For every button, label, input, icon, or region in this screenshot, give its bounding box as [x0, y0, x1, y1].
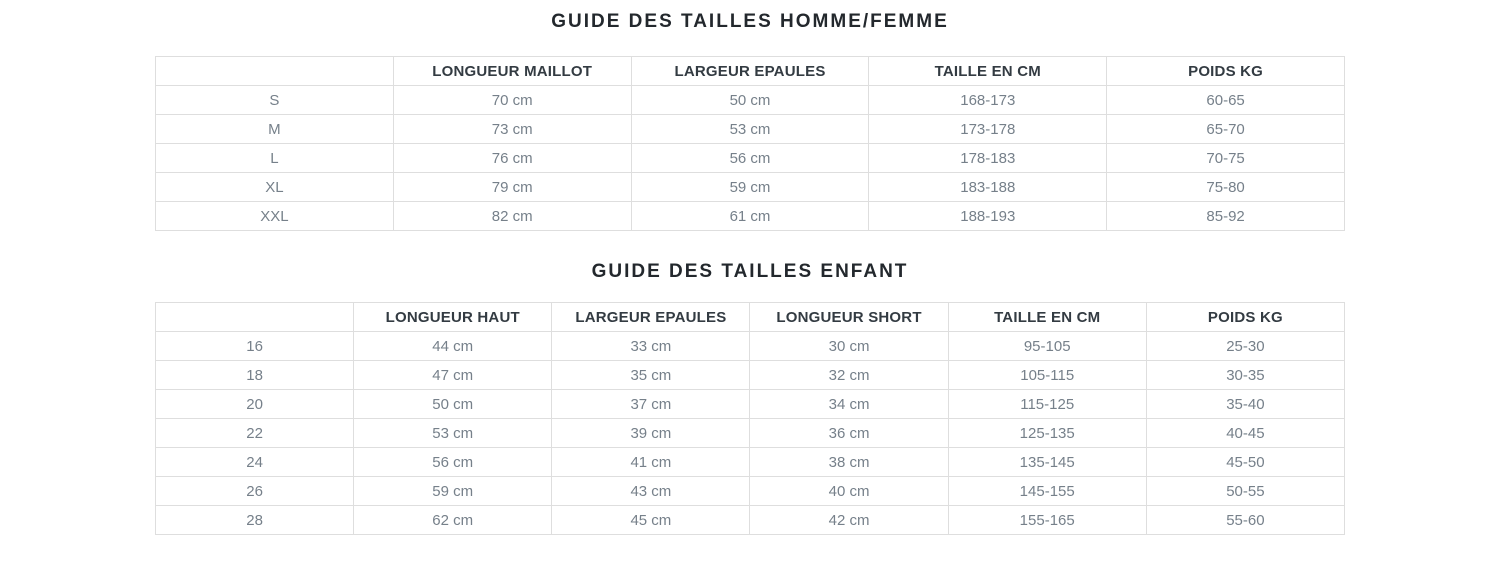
homme-femme-size-table: [155, 56, 1345, 231]
value-cell: 125-135: [948, 419, 1146, 448]
homme-femme-section: [0, 0, 1500, 231]
size-column-header: [156, 303, 354, 332]
value-cell: 56 cm: [631, 144, 869, 173]
size-label-cell: S: [156, 86, 394, 115]
value-cell: 30 cm: [750, 332, 948, 361]
column-header: LARGEUR EPAULES: [631, 57, 869, 86]
value-cell: 40 cm: [750, 477, 948, 506]
table-row: [156, 506, 1345, 535]
table-row: [156, 173, 1345, 202]
value-cell: 43 cm: [552, 477, 750, 506]
value-cell: 183-188: [869, 173, 1107, 202]
column-header: TAILLE EN CM: [948, 303, 1146, 332]
column-header: TAILLE EN CM: [869, 57, 1107, 86]
value-cell: 50-55: [1146, 477, 1344, 506]
value-cell: 32 cm: [750, 361, 948, 390]
value-cell: 44 cm: [354, 332, 552, 361]
value-cell: 178-183: [869, 144, 1107, 173]
header-row: [156, 57, 1345, 86]
table-row: [156, 448, 1345, 477]
value-cell: 41 cm: [552, 448, 750, 477]
value-cell: 42 cm: [750, 506, 948, 535]
value-cell: 50 cm: [354, 390, 552, 419]
value-cell: 82 cm: [393, 202, 631, 231]
value-cell: 59 cm: [631, 173, 869, 202]
enfant-section: [0, 231, 1500, 535]
table-row: [156, 419, 1345, 448]
table-row: [156, 86, 1345, 115]
value-cell: 40-45: [1146, 419, 1344, 448]
value-cell: 36 cm: [750, 419, 948, 448]
value-cell: 135-145: [948, 448, 1146, 477]
size-label-cell: 16: [156, 332, 354, 361]
value-cell: 73 cm: [393, 115, 631, 144]
value-cell: 35 cm: [552, 361, 750, 390]
value-cell: 45-50: [1146, 448, 1344, 477]
value-cell: 145-155: [948, 477, 1146, 506]
value-cell: 62 cm: [354, 506, 552, 535]
value-cell: 85-92: [1107, 202, 1345, 231]
column-header: POIDS KG: [1146, 303, 1344, 332]
value-cell: 38 cm: [750, 448, 948, 477]
value-cell: 45 cm: [552, 506, 750, 535]
value-cell: 70 cm: [393, 86, 631, 115]
column-header: POIDS KG: [1107, 57, 1345, 86]
column-header: LONGUEUR SHORT: [750, 303, 948, 332]
table-row: [156, 477, 1345, 506]
value-cell: 65-70: [1107, 115, 1345, 144]
column-header: LARGEUR EPAULES: [552, 303, 750, 332]
value-cell: 76 cm: [393, 144, 631, 173]
size-label-cell: XXL: [156, 202, 394, 231]
header-row: [156, 303, 1345, 332]
size-label-cell: M: [156, 115, 394, 144]
size-label-cell: 24: [156, 448, 354, 477]
value-cell: 79 cm: [393, 173, 631, 202]
value-cell: 75-80: [1107, 173, 1345, 202]
table-row: [156, 332, 1345, 361]
value-cell: 173-178: [869, 115, 1107, 144]
value-cell: 155-165: [948, 506, 1146, 535]
value-cell: 47 cm: [354, 361, 552, 390]
size-label-cell: 22: [156, 419, 354, 448]
value-cell: 115-125: [948, 390, 1146, 419]
size-label-cell: 20: [156, 390, 354, 419]
size-label-cell: 26: [156, 477, 354, 506]
enfant-title: GUIDE DES TAILLES ENFANT: [591, 261, 909, 282]
value-cell: 39 cm: [552, 419, 750, 448]
value-cell: 61 cm: [631, 202, 869, 231]
size-label-cell: XL: [156, 173, 394, 202]
table-row: [156, 202, 1345, 231]
value-cell: 60-65: [1107, 86, 1345, 115]
value-cell: 70-75: [1107, 144, 1345, 173]
size-column-header: [156, 57, 394, 86]
value-cell: 105-115: [948, 361, 1146, 390]
value-cell: 53 cm: [631, 115, 869, 144]
size-label-cell: 18: [156, 361, 354, 390]
value-cell: 168-173: [869, 86, 1107, 115]
column-header: LONGUEUR HAUT: [354, 303, 552, 332]
value-cell: 53 cm: [354, 419, 552, 448]
homme-femme-title: GUIDE DES TAILLES HOMME/FEMME: [551, 11, 949, 32]
table-row: [156, 361, 1345, 390]
value-cell: 59 cm: [354, 477, 552, 506]
value-cell: 25-30: [1146, 332, 1344, 361]
value-cell: 95-105: [948, 332, 1146, 361]
value-cell: 55-60: [1146, 506, 1344, 535]
size-label-cell: L: [156, 144, 394, 173]
value-cell: 188-193: [869, 202, 1107, 231]
value-cell: 33 cm: [552, 332, 750, 361]
value-cell: 30-35: [1146, 361, 1344, 390]
column-header: LONGUEUR MAILLOT: [393, 57, 631, 86]
table-row: [156, 115, 1345, 144]
value-cell: 56 cm: [354, 448, 552, 477]
value-cell: 50 cm: [631, 86, 869, 115]
table-row: [156, 390, 1345, 419]
table-row: [156, 144, 1345, 173]
value-cell: 35-40: [1146, 390, 1344, 419]
value-cell: 37 cm: [552, 390, 750, 419]
value-cell: 34 cm: [750, 390, 948, 419]
size-label-cell: 28: [156, 506, 354, 535]
enfant-size-table: [155, 302, 1345, 535]
